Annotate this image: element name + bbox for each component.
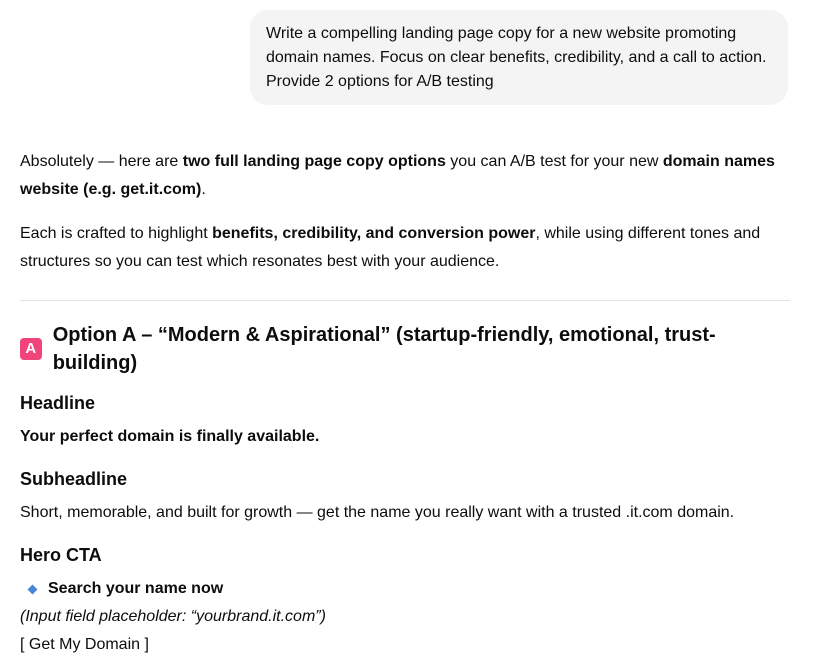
crafted-paragraph	[20, 220, 790, 276]
intro-paragraph	[20, 148, 790, 204]
user-message-line: Write a compelling landing page copy for a new website promoting	[266, 25, 737, 42]
paragraph-text: Each is crafted to highlight	[20, 225, 213, 242]
assistant-reply	[20, 148, 790, 659]
headline-label: Headline	[20, 393, 96, 413]
paragraph-bold: benefits, credibility, and conversion power	[212, 225, 536, 242]
letter-a-badge-icon: A	[20, 338, 42, 360]
intro-bold: two full landing page copy options	[182, 153, 446, 170]
blue-diamond-icon	[28, 584, 38, 594]
cta-search-line	[20, 575, 790, 603]
subheadline-text: Short, memorable, and built for growth — get the name you really want with a trusted .it.com domain.	[20, 504, 735, 521]
headline-text	[20, 423, 790, 451]
intro-bold: domain names website (e.g. get.it.com)	[20, 153, 775, 198]
user-message-bubble	[250, 10, 788, 105]
hero-cta-label: Hero CTA	[20, 545, 102, 565]
cta-search-text: Search your name now	[48, 580, 224, 597]
headline-bold: Your perfect domain is finally available.	[20, 428, 320, 445]
divider	[20, 300, 790, 301]
option-a-heading	[20, 321, 790, 377]
cta-placeholder-note: (Input field placeholder: “yourbrand.it.com”)	[20, 608, 326, 625]
intro-text: you can A/B test for your new	[445, 153, 663, 170]
subheadline-label: Subheadline	[20, 469, 128, 489]
user-message-line: Provide 2 options for A/B testing	[266, 73, 494, 90]
option-a-title: Option A – “Modern & Aspirational” (startup-friendly, emotional, trust-building)	[52, 324, 716, 374]
cta-button-text: [ Get My Domain ]	[20, 636, 149, 653]
user-message-line: domain names. Focus on clear benefits, credibility, and a call to action.	[266, 49, 767, 66]
intro-text: .	[201, 181, 206, 198]
paragraph-text: , while using different tones and structures so you can test which resonates best with your audience.	[20, 225, 761, 270]
intro-text: Absolutely — here are	[20, 153, 183, 170]
